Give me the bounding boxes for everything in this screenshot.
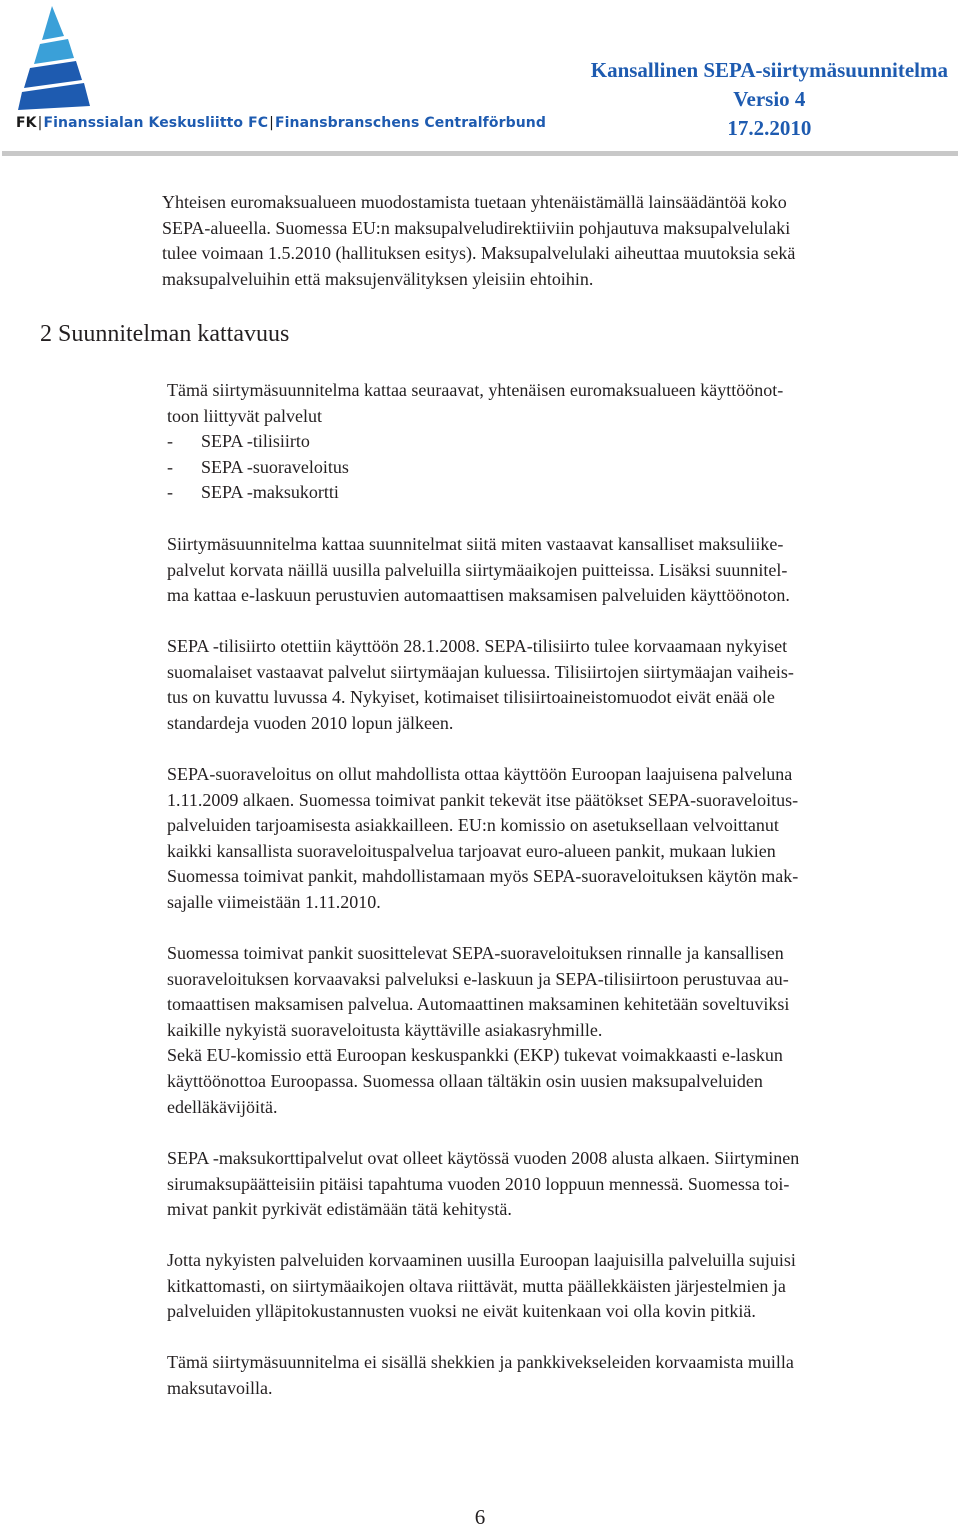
text-line: SEPA-alueella. Suomessa EU:n maksupalveludirektiiviin pohjautuva maksupalvelulaki [162,217,791,238]
fk-logo-icon [16,6,96,110]
divider: | [37,115,43,131]
page-number: 6 [474,1505,486,1529]
list-marker: - [167,482,173,503]
text-line: Yhteisen euromaksualueen muodostamista tuetaan yhtenäistämällä lainsäädäntöä koko [162,192,787,212]
text-line: SEPA-suoraveloitus on ollut mahdollista ottaa käyttöön Euroopan laajuisena palveluna [167,764,793,784]
document-info [591,56,948,143]
list-marker: - [167,456,173,477]
text-line: edelläkävijöitä. [167,1096,278,1117]
org-name-sv: Finansbranschens Centralförbund [275,115,546,131]
list-item [167,455,349,481]
text-line: Suomessa toimivat pankit suosittelevat SEPA-suoraveloituksen rinnalle ja kansallisen [167,943,784,963]
text-line: maksutavoilla. [167,1377,273,1398]
intro-paragraph [162,190,795,292]
list-marker: - [167,431,173,451]
paragraph [167,941,789,1120]
service-list [167,429,349,506]
list-item [167,480,349,506]
text-line: Tämä siirtymäsuunnitelma kattaa seuraavat, yhtenäisen euromaksualueen käyttöönot- [167,380,784,400]
text-line: maksupalveluihin että maksujenvälityksen yleisiin ehtoihin. [162,268,594,289]
text-line: Jotta nykyisten palveluiden korvaaminen uusilla Euroopan laajuisilla palveluilla sujuisi [167,1250,796,1270]
page-header [0,0,960,160]
text-line: sajalle viimeistään 1.11.2010. [167,891,381,912]
text-line: Siirtymäsuunnitelma kattaa suunnitelmat siitä miten vastaavat kansalliset maksuliike- [167,534,784,554]
text-line: Tämä siirtymäsuunnitelma ei sisällä shekkien ja pankkivekseleiden korvaamista muilla [167,1352,794,1372]
document-date: 17.2.2010 [727,116,812,140]
organization-name [16,115,546,131]
section-intro-paragraph [167,378,783,429]
paragraph [167,634,794,736]
text-line: käyttöönottoa Euroopassa. Suomessa ollaan tältäkin osin uusien maksupalveluiden [167,1070,763,1091]
paragraph [167,1146,799,1223]
text-line: 1.11.2009 alkaen. Suomessa toimivat pankit tekevät itse päätökset SEPA-suoraveloitus- [167,789,799,810]
paragraph [167,1350,794,1401]
text-line: palveluiden tarjoamisesta asiakkailleen. EU:n komissio on asetuksellaan velvoittanut [167,815,779,836]
text-line: mivat pankit pyrkivät edistämään tätä kehitystä. [167,1199,512,1220]
text-line: SEPA -tilisiirto otettiin käyttöön 28.1.2008. SEPA-tilisiirto tulee korvaamaan nykyiset [167,636,788,656]
text-line: palvelut korvata näillä uusilla palveluilla siirtymäaikojen puitteissa. Lisäksi suunnitel- [167,559,788,580]
text-line: kaikki kansallista suoraveloituspalvelua tarjoavat euro-alueen pankit, mukaan lukien [167,840,776,861]
text-line: standardeja vuoden 2010 lopun jälkeen. [167,712,454,733]
org-abbr-sv: FC [248,115,269,131]
divider: | [269,115,274,131]
paragraph [167,1248,796,1325]
text-line: SEPA -maksukorttipalvelut ovat olleet käytössä vuoden 2008 alusta alkaen. Siirtyminen [167,1148,800,1168]
list-item [167,429,349,455]
header-divider [2,151,958,156]
list-item-text: SEPA -maksukortti [201,482,339,503]
text-line: tulee voimaan 1.5.2010 (hallituksen esitys). Maksupalvelulaki aiheuttaa muutoksia sekä [162,243,796,264]
text-line: kitkattomasti, on siirtymäaikojen oltava riittävät, mutta päällekkäisten järjestelmien ja [167,1275,786,1296]
text-line: tus on kuvattu luvussa 4. Nykyiset, kotimaiset tilisiirtoaineistomuodot eivät enää ole [167,687,775,708]
text-line: suomalaiset vastaavat palvelut siirtymäajan kuluessa. Tilisiirtojen siirtymäajan vaiheis- [167,661,794,682]
text-line: tomaattisen maksamisen palvelua. Automaattinen maksaminen kehitetään soveltuviksi [167,994,790,1015]
text-line: toon liittyvät palvelut [167,405,322,426]
text-line: palveluiden ylläpitokustannusten vuoksi ne eivät kuitenkaan voi olla kovin pitkiä. [167,1301,756,1322]
paragraph [167,532,790,609]
section-heading: 2 Suunnitelman kattavuus [40,321,290,347]
list-item-text: SEPA -tilisiirto [201,431,310,451]
org-name-fi: Finanssialan Keskusliitto [43,115,244,131]
text-line: Sekä EU-komissio että Euroopan keskuspankki (EKP) tukevat voimakkaasti e-laskun [167,1045,783,1066]
text-line: suoraveloituksen korvaavaksi palveluksi e-laskuun ja SEPA-tilisiirtoon perustuvaa au- [167,968,789,989]
text-line: sirumaksupäätteisiin pitäisi tapahtuma vuoden 2010 loppuun mennessä. Suomessa toi- [167,1173,790,1194]
paragraph [167,762,798,916]
text-line: ma kattaa e-laskuun perustuvien automaattisen maksamisen palveluiden käyttöönoton. [167,585,790,606]
list-item-text: SEPA -suoraveloitus [201,456,349,477]
text-line: kaikille nykyistä suoraveloitusta käyttäville asiakasryhmille. [167,1019,603,1040]
org-abbr-fi: FK [16,115,37,131]
document-version: Versio 4 [733,87,806,111]
document-title: Kansallinen SEPA-siirtymäsuunnitelma [590,58,948,82]
text-line: Suomessa toimivat pankit, mahdollistamaan myös SEPA-suoraveloituksen käytön mak- [167,866,799,887]
